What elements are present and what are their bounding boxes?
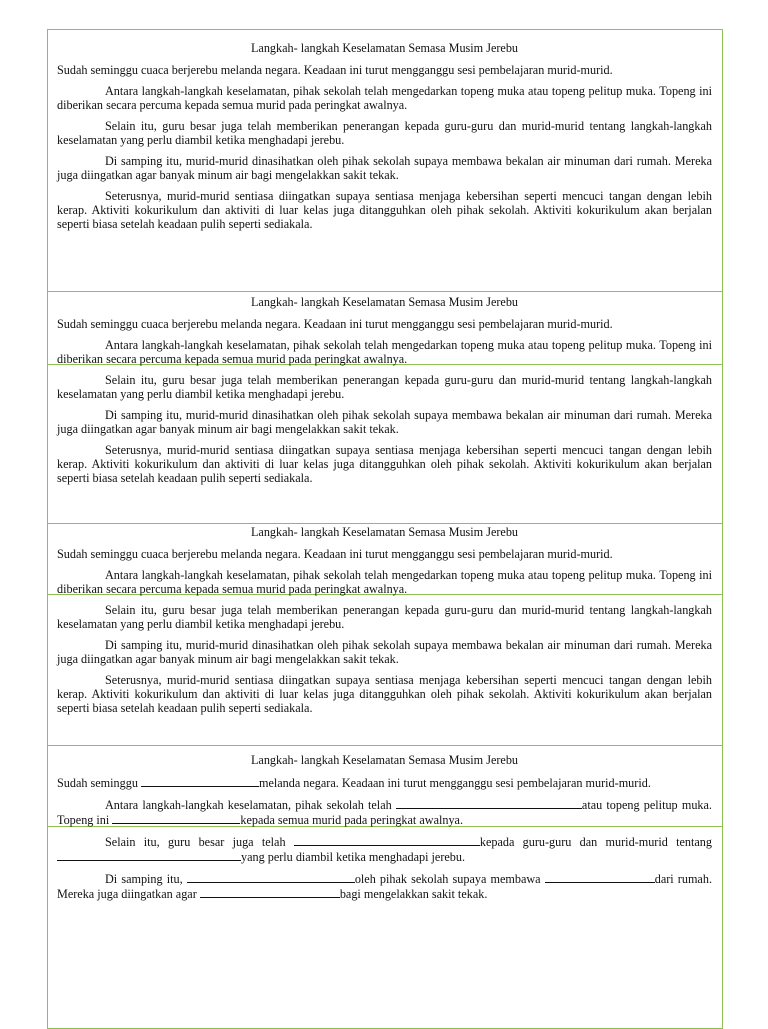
paragraph-2: Antara langkah-langkah keselamatan, pihak sekolah telah mengedarkan topeng muka atau topeng pelitup muka. Topeng ini diberikan secara percuma kepada semua murid pada peringkat awalnya. bbox=[57, 84, 712, 112]
answer-blank[interactable] bbox=[545, 871, 655, 883]
answer-blank[interactable] bbox=[396, 797, 582, 809]
paragraph-1: Sudah seminggu cuaca berjerebu melanda negara. Keadaan ini turut mengganggu sesi pembelajaran murid-murid. bbox=[57, 317, 613, 331]
answer-blank[interactable] bbox=[141, 775, 259, 787]
answer-blank[interactable] bbox=[200, 886, 340, 898]
section-title: Langkah- langkah Keselamatan Semasa Musim Jerebu bbox=[250, 41, 519, 55]
paragraph-1: Sudah seminggu cuaca berjerebu melanda negara. Keadaan ini turut mengganggu sesi pembelajaran murid-murid. bbox=[57, 547, 613, 561]
section-divider bbox=[47, 523, 723, 524]
answer-blank[interactable] bbox=[57, 849, 241, 861]
section-title: Langkah- langkah Keselamatan Semasa Musim Jerebu bbox=[250, 525, 519, 539]
worksheet-paragraph-2: Antara langkah-langkah keselamatan, pihak sekolah telah atau topeng pelitup muka. Topeng ini kepada semua murid pada peringkat awalnya. bbox=[57, 798, 712, 827]
paragraph-5: Seterusnya, murid-murid sentiasa diingatkan supaya sentiasa menjaga kebersihan seperti mencuci tangan dengan lebih kerap. Aktiviti kokurikulum dan aktiviti di luar kelas juga ditangguhkan oleh pihak sekolah. Aktiviti kokurikulum akan berjalan seperti biasa setelah keadaan pulih seperti sediakala. bbox=[57, 189, 712, 231]
worksheet-paragraph-1: Sudah seminggu melanda negara. Keadaan ini turut mengganggu sesi pembelajaran murid-murid. bbox=[57, 776, 651, 790]
paragraph-2: Antara langkah-langkah keselamatan, pihak sekolah telah mengedarkan topeng muka atau topeng pelitup muka. Topeng ini diberikan secara percuma kepada semua murid pada peringkat awalnya. bbox=[57, 338, 712, 366]
paragraph-3: Selain itu, guru besar juga telah memberikan penerangan kepada guru-guru dan murid-murid tentang langkah-langkah keselamatan yang perlu diambil ketika menghadapi jerebu. bbox=[57, 603, 712, 631]
section-title: Langkah- langkah Keselamatan Semasa Musim Jerebu bbox=[250, 295, 519, 309]
worksheet-section bbox=[57, 753, 712, 908]
answer-blank[interactable] bbox=[112, 812, 240, 824]
section-divider bbox=[47, 291, 723, 292]
paragraph-1: Sudah seminggu cuaca berjerebu melanda negara. Keadaan ini turut mengganggu sesi pembelajaran murid-murid. bbox=[57, 63, 613, 77]
section-divider bbox=[47, 745, 723, 746]
paragraph-3: Selain itu, guru besar juga telah memberikan penerangan kepada guru-guru dan murid-murid tentang langkah-langkah keselamatan yang perlu diambil ketika menghadapi jerebu. bbox=[57, 119, 712, 147]
paragraph-5: Seterusnya, murid-murid sentiasa diingatkan supaya sentiasa menjaga kebersihan seperti mencuci tangan dengan lebih kerap. Aktiviti kokurikulum dan aktiviti di luar kelas juga ditangguhkan oleh pihak sekolah. Aktiviti kokurikulum akan berjalan seperti biasa setelah keadaan pulih seperti sediakala. bbox=[57, 443, 712, 485]
paragraph-3: Selain itu, guru besar juga telah memberikan penerangan kepada guru-guru dan murid-murid tentang langkah-langkah keselamatan yang perlu diambil ketika menghadapi jerebu. bbox=[57, 373, 712, 401]
paragraph-2: Antara langkah-langkah keselamatan, pihak sekolah telah mengedarkan topeng muka atau topeng pelitup muka. Topeng ini diberikan secara percuma kepada semua murid pada peringkat awalnya. bbox=[57, 568, 712, 596]
answer-blank[interactable] bbox=[187, 871, 355, 883]
text-section-2 bbox=[57, 295, 712, 492]
worksheet-paragraph-3: Selain itu, guru besar juga telah kepada guru-guru dan murid-murid tentang yang perlu diambil ketika menghadapi jerebu. bbox=[57, 834, 712, 864]
section-title: Langkah- langkah Keselamatan Semasa Musim Jerebu bbox=[250, 753, 519, 767]
answer-blank[interactable] bbox=[294, 834, 480, 846]
paragraph-4: Di samping itu, murid-murid dinasihatkan oleh pihak sekolah supaya membawa bekalan air minuman dari rumah. Mereka juga diingatkan agar banyak minum air bagi mengelakkan sakit tekak. bbox=[57, 408, 712, 436]
text-section-1 bbox=[57, 41, 712, 238]
paragraph-5: Seterusnya, murid-murid sentiasa diingatkan supaya sentiasa menjaga kebersihan seperti mencuci tangan dengan lebih kerap. Aktiviti kokurikulum dan aktiviti di luar kelas juga ditangguhkan oleh pihak sekolah. Aktiviti kokurikulum akan berjalan seperti biasa setelah keadaan pulih seperti sediakala. bbox=[57, 673, 712, 715]
worksheet-paragraph-4: Di samping itu, oleh pihak sekolah supaya membawa dari rumah. Mereka juga diingatkan agar bagi mengelakkan sakit tekak. bbox=[57, 872, 712, 901]
text-section-3 bbox=[57, 525, 712, 722]
paragraph-4: Di samping itu, murid-murid dinasihatkan oleh pihak sekolah supaya membawa bekalan air minuman dari rumah. Mereka juga diingatkan agar banyak minum air bagi mengelakkan sakit tekak. bbox=[57, 638, 712, 666]
paragraph-4: Di samping itu, murid-murid dinasihatkan oleh pihak sekolah supaya membawa bekalan air minuman dari rumah. Mereka juga diingatkan agar banyak minum air bagi mengelakkan sakit tekak. bbox=[57, 154, 712, 182]
